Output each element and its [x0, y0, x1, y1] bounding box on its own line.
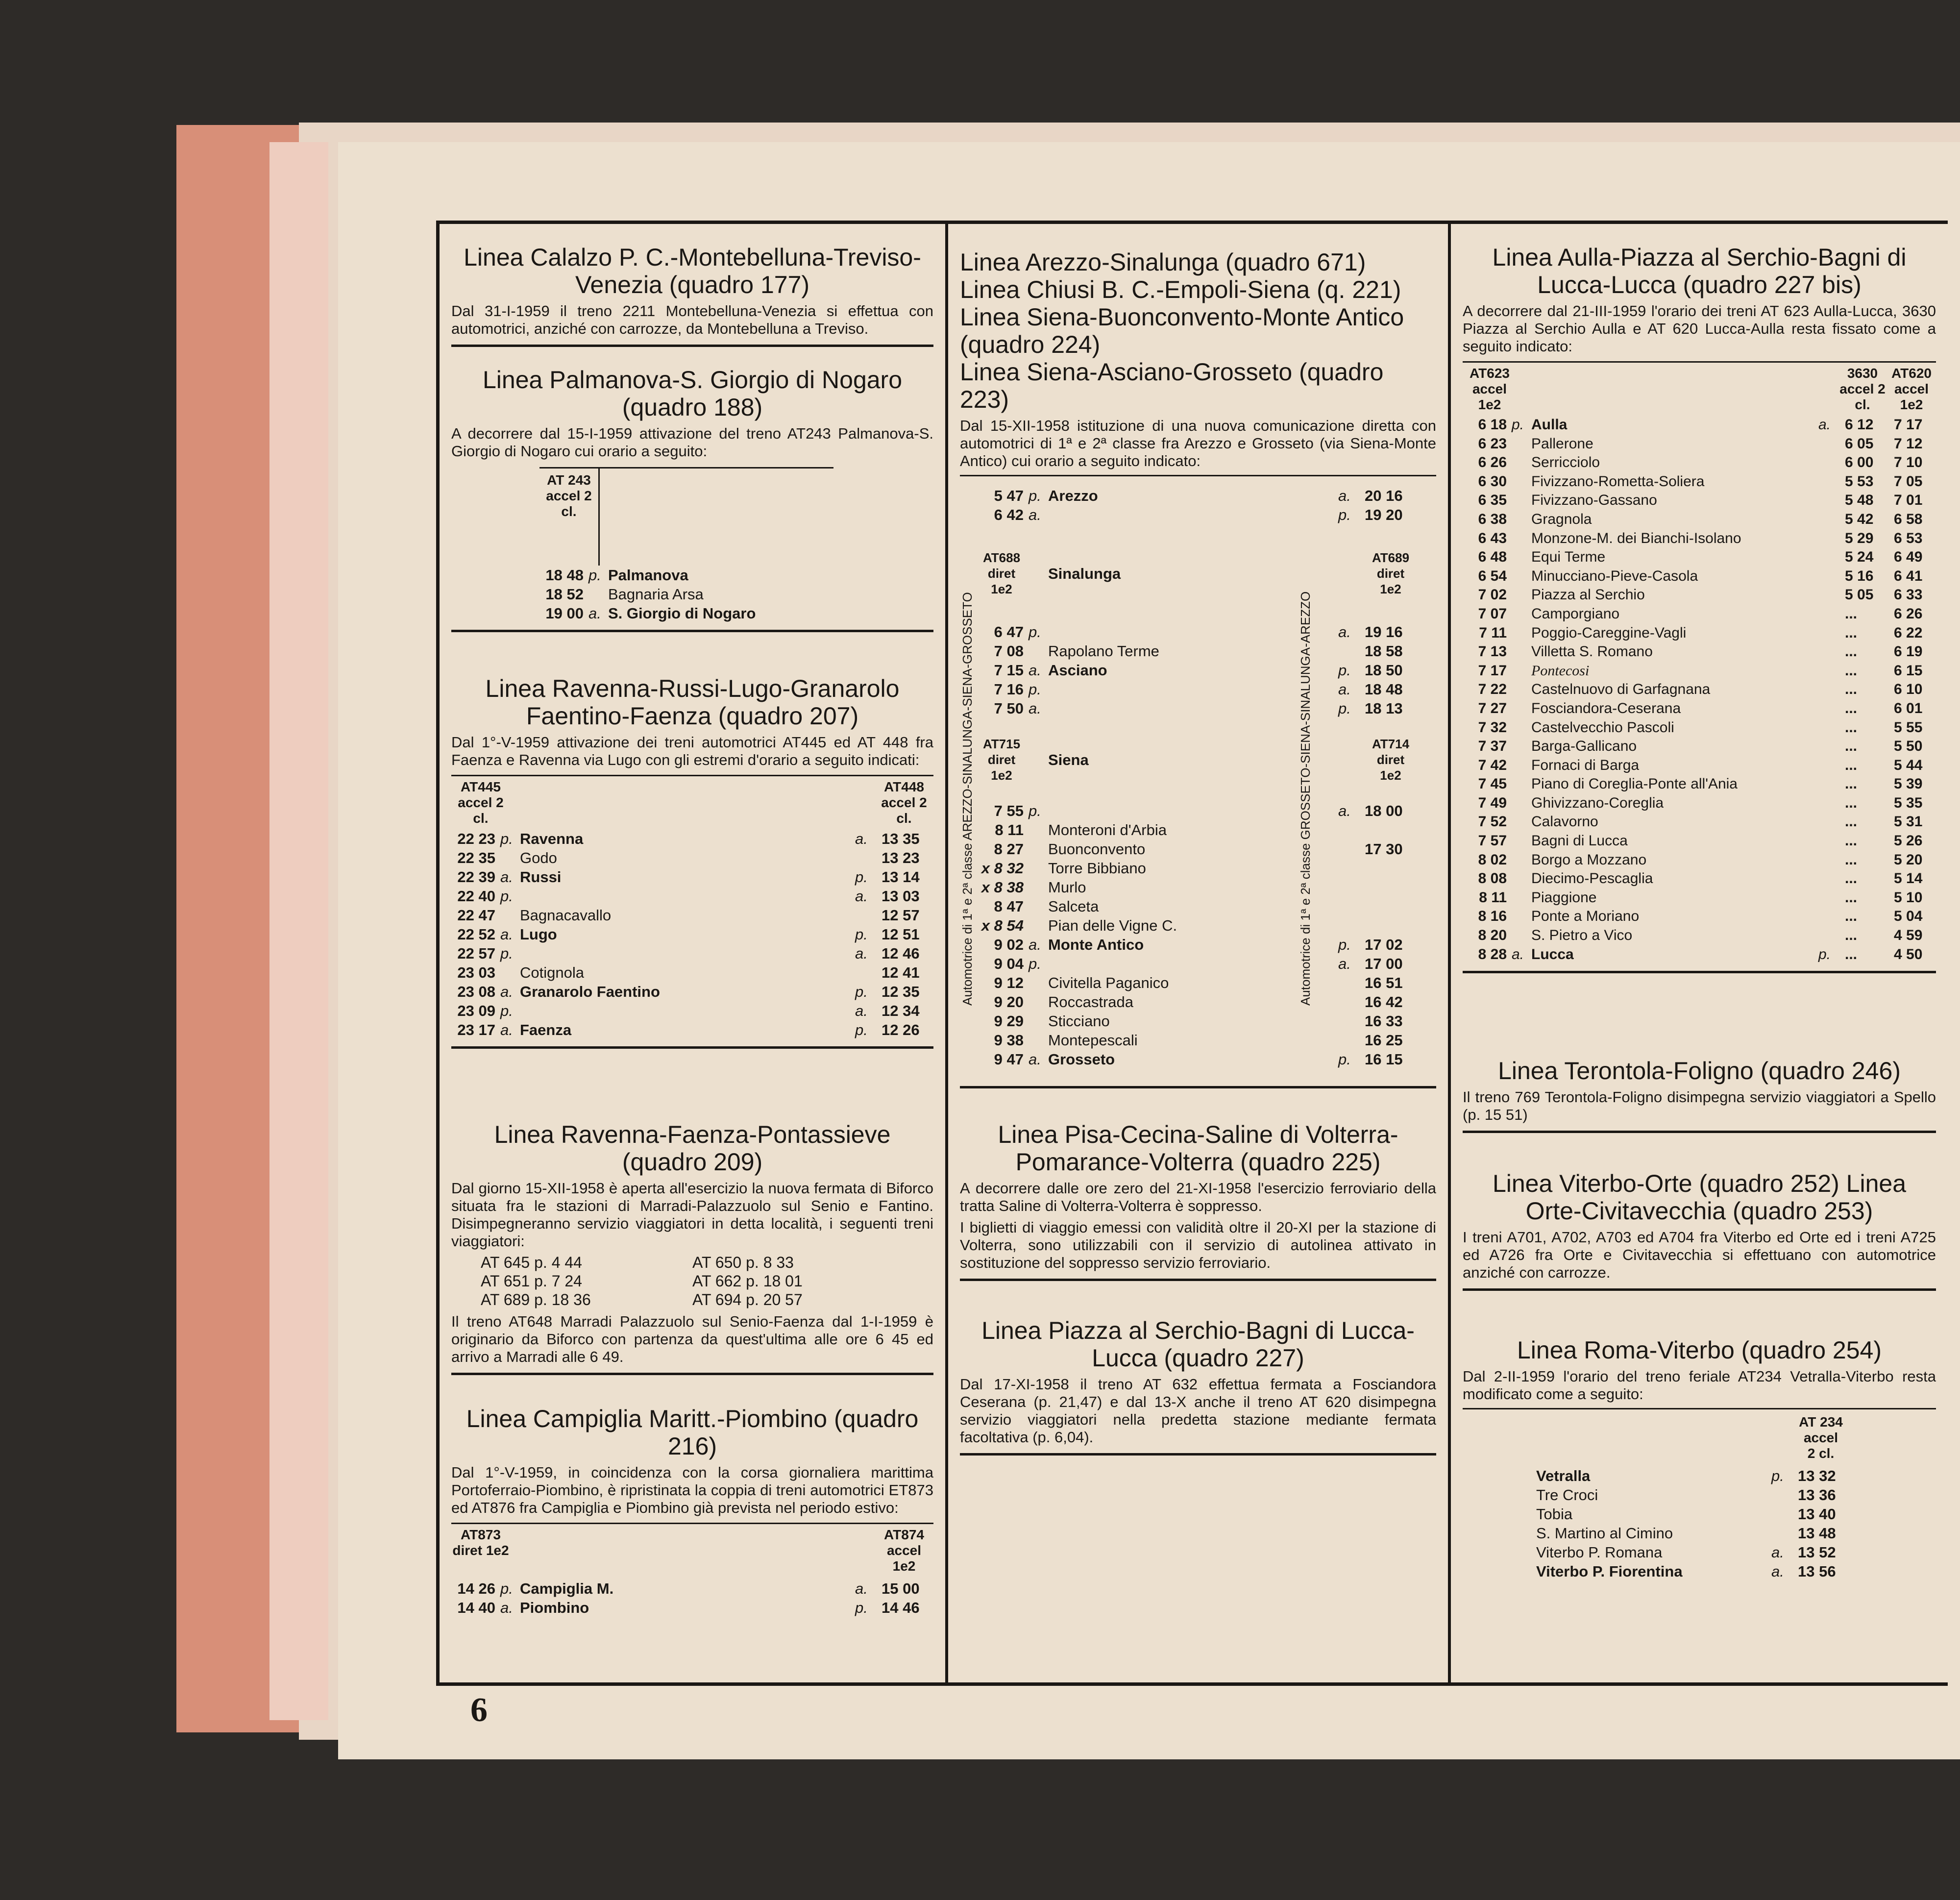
notice-campiglia: [451, 1405, 933, 1617]
notice-title: Linea Ravenna-Faenza-Pontassieve (quadro 209): [494, 1121, 891, 1176]
table-row: 7 42 Fornaci di Barga ... 5 44: [1478, 757, 1923, 773]
table-headers: [1463, 361, 1936, 413]
table-row: x 8 32 Torre Bibbiano: [981, 860, 1146, 877]
table-row: Vetralla p. 13 32: [1536, 1467, 1836, 1484]
divider: [960, 1086, 1436, 1088]
notice-title: Linea Ravenna-Russi-Lugo-Granarolo Faentino-Faenza (quadro 207): [485, 675, 900, 730]
notice-text: Dal 2-II-1959 l'orario del treno feriale AT234 Vetralla-Viterbo resta modificato come a seguito:: [1463, 1368, 1936, 1403]
notice-ravenna-faenza: [451, 1121, 933, 1375]
table-row: 22 35 Godo 13 23: [457, 849, 920, 866]
table-row: 8 02 Borgo a Mozzano ... 5 20: [1478, 851, 1923, 868]
table-row: 7 17 Pontecosi ... 6 15: [1478, 662, 1923, 679]
divider: [960, 1279, 1436, 1281]
table-row: 6 47 p. a. 19 16: [994, 623, 1403, 641]
table-row: 7 16 p. a. 18 48: [994, 681, 1403, 698]
timetable-rows: [451, 829, 933, 1039]
notice-viterbo-orte: [1463, 1170, 1936, 1291]
table-row: AT715 diret 1e2 Siena AT714 diret 1e2: [982, 737, 1410, 783]
timetable-rows: [1463, 416, 1936, 964]
divider: [1463, 1288, 1936, 1291]
train-list: AT 645 p. 4 44 AT 650 p. 8 33 AT 651 p. 7 24 AT 662 p. 18 01 AT 689 p. 18 36 AT 694 p. 20 57: [481, 1254, 803, 1308]
notice-title: Linea Pisa-Cecina-Saline di Volterra-Pomarance-Volterra (quadro 225): [998, 1121, 1398, 1176]
table-row: Tobia 13 40: [1536, 1505, 1836, 1523]
notice-roma-viterbo: [1463, 1336, 1936, 1581]
table-row: Viterbo P. Romana a. 13 52: [1536, 1544, 1836, 1561]
table-row: 7 49 Ghivizzano-Coreglia ... 5 35: [1478, 794, 1923, 811]
table-row: 18 52 Bagnaria Arsa: [545, 586, 704, 603]
timetable-rows: [539, 566, 933, 623]
table-row: 23 08 a. Granarolo Faentino p. 12 35: [457, 983, 920, 1000]
vertical-label: Automotrice di 1ª e 2ª classe AREZZO-SINALUNGA-SIENA-GROSSETO: [960, 592, 975, 1006]
notice-text: Dal 15-XII-1958 istituzione di una nuova comunicazione diretta con automotrici di 1ª e 2ª classe fra Arezzo e Grosseto (via Siena-Monte Antico) cui orario a seguito indicato:: [960, 417, 1436, 469]
notice-aulla-lucca: [1463, 244, 1936, 973]
train-header: AT620 accel 1e2: [1891, 366, 1932, 412]
table-headers: [451, 1523, 933, 1574]
divider: [960, 1453, 1436, 1456]
notice-text: A decorrere dal 21-III-1959 l'orario dei treni AT 623 Aulla-Lucca, 3630 Piazza al Serchio Aulla e AT 620 Lucca-Aulla resta fissato come a seguito indicato:: [1463, 302, 1936, 355]
table-row: 8 11 Monteroni d'Arbia: [995, 821, 1167, 839]
divider: [451, 1046, 933, 1049]
notice-text: Il treno 769 Terontola-Foligno disimpegna servizio viaggiatori a Spello (p. 15 51): [1463, 1088, 1936, 1123]
table-row: 7 55 p. a. 18 00: [994, 802, 1403, 819]
notice-ravenna-lugo: [451, 675, 933, 1049]
notice-text: Dal 17-XI-1958 il treno AT 632 effettua fermata a Fosciandora Ceserana (p. 21,47) e dal 13-X anche il treno AT 620 disimpegna servizio viaggiatori nella predetta stazione mediante fermata facoltativa (p. 6,04).: [960, 1376, 1436, 1446]
table-row: 6 23 Pallerone 6 05 7 12: [1478, 435, 1923, 452]
divider: [451, 1373, 933, 1375]
table-row: 6 54 Minucciano-Pieve-Casola 5 16 6 41: [1478, 568, 1923, 584]
notice-text: I treni A701, A702, A703 ed A704 fra Viterbo ed Orte ed i treni A725 ed A726 fra Orte e Civitavecchia si effettuano con automotrice anziché con carrozze.: [1463, 1229, 1936, 1281]
table-row: 22 57 p. a. 12 46: [457, 945, 920, 962]
table-row: 8 11 Piaggione ... 5 10: [1479, 889, 1923, 906]
table-row: x 8 38 Murlo: [981, 879, 1086, 896]
table-row: x 8 54 Pian delle Vigne C.: [981, 917, 1177, 934]
table-row: 7 27 Fosciandora-Ceserana ... 6 01: [1478, 700, 1923, 716]
divider: [1463, 971, 1936, 973]
table-row: 8 20 S. Pietro a Vico ... 4 59: [1478, 927, 1923, 944]
table-row: 23 03 Cotignola 12 41: [457, 964, 920, 981]
table-row: 7 02 Piazza al Serchio 5 05 6 33: [1478, 587, 1923, 603]
notice-title: Linea Roma-Viterbo (quadro 254): [1517, 1336, 1882, 1364]
notice-arezzo-grosseto: [960, 248, 1436, 1088]
notice-text: A decorrere dal 15-I-1959 attivazione del treno AT243 Palmanova-S. Giorgio di Nogaro cui orario a seguito:: [451, 425, 933, 460]
train-header: AT448 accel 2 cl.: [881, 779, 927, 826]
timetable-rows: [1536, 1466, 1850, 1581]
table-row: 7 15 a. Asciano p. 18 50: [994, 662, 1403, 679]
train-header: AT 243 accel 2 cl.: [539, 469, 600, 566]
table-row: 9 02 a. Monte Antico p. 17 02: [994, 936, 1403, 953]
table-row: Tre Croci 13 36: [1536, 1486, 1836, 1504]
divider: [451, 630, 933, 632]
table-row: 19 00 a. S. Giorgio di Nogaro: [545, 605, 756, 622]
table-row: 7 22 Castelnuovo di Garfagnana ... 6 10: [1478, 681, 1923, 698]
table-row: S. Martino al Cimino 13 48: [1536, 1525, 1836, 1542]
table-row: 22 23 p. Ravenna a. 13 35: [457, 830, 920, 847]
table-row: 6 42 a. p. 19 20: [994, 506, 1403, 523]
table-headers: [1463, 1408, 1936, 1461]
table-row: 8 47 Salceta: [994, 898, 1099, 915]
table-row: 6 35 Fivizzano-Gassano 5 48 7 01: [1478, 492, 1923, 509]
train-header: AT623 accel 1e2: [1470, 366, 1510, 412]
column-1: [440, 224, 948, 1683]
table-row: 7 07 Camporgiano ... 6 26: [1478, 605, 1923, 622]
table-row: 6 30 Fivizzano-Rometta-Soliera 5 53 7 05: [1478, 473, 1923, 490]
timetable: [960, 475, 1436, 1079]
table-row: 22 47 Bagnacavallo 12 57: [457, 907, 920, 924]
notice-title: Linea Chiusi B. C.-Empoli-Siena (q. 221): [960, 276, 1401, 303]
column-3: [1451, 224, 1948, 1683]
table-row: 6 43 Monzone-M. dei Bianchi-Isolano 5 29 6 53: [1478, 530, 1923, 546]
table-row: 23 17 a. Faenza p. 12 26: [457, 1021, 920, 1038]
notice-title: Linea Aulla-Piazza al Serchio-Bagni di Lucca-Lucca (quadro 227 bis): [1492, 244, 1907, 298]
table-row: 8 27 Buonconvento 17 30: [994, 840, 1403, 858]
table-row: 5 47 p. Arezzo a. 20 16: [994, 487, 1403, 504]
table-row: 9 12 Civitella Paganico 16 51: [994, 974, 1403, 991]
notice-title: Linea Terontola-Foligno (quadro 246): [1498, 1057, 1901, 1085]
train-header: AT 234 accel 2 cl.: [1799, 1414, 1843, 1461]
vertical-label: Automotrice di 1ª e 2ª classe GROSSETO-SIENA-SINALUNGA-AREZZO: [1298, 591, 1313, 1006]
table-headers: [451, 775, 933, 826]
table-row: 14 40 a. Piombino p. 14 46: [457, 1599, 920, 1616]
table-row: 22 39 a. Russi p. 13 14: [457, 868, 920, 886]
timetable-rows: [451, 1579, 933, 1617]
notice-palmanova: [451, 366, 933, 632]
train-header: AT873 diret 1e2: [452, 1527, 509, 1558]
table-row: 8 08 Diecimo-Pescaglia ... 5 14: [1478, 870, 1923, 887]
table-row: 7 52 Calavorno ... 5 31: [1478, 814, 1923, 830]
train-header: 3630 accel 2 cl.: [1839, 366, 1886, 412]
table-row: 6 26 Serricciolo 6 00 7 10: [1478, 454, 1923, 471]
notice-text: Dal 1°-V-1959, in coincidenza con la corsa giornaliera marittima Portoferraio-Piombino, è ripristinata la coppia di treni automotrici ET873 ed AT876 fra Campiglia e Piombino già prevista nel periodo estivo:: [451, 1464, 933, 1516]
table-row: 9 29 Sticciano 16 33: [994, 1012, 1403, 1030]
timetable-rows: [980, 486, 1417, 1069]
table-row: Viterbo P. Fiorentina a. 13 56: [1536, 1563, 1836, 1580]
notice-piazza-lucca: [960, 1317, 1436, 1456]
notice-text: Il treno AT648 Marradi Palazzuolo sul Senio-Faenza dal 1-I-1959 è originario da Biforco con partenza da quest'ultima alle ore 6 45 ed arrivo a Marradi alle 6 49.: [451, 1313, 933, 1365]
table-row: 8 16 Ponte a Moriano ... 5 04: [1478, 908, 1923, 925]
page-edge-strip: [270, 142, 328, 1720]
table-row: 6 48 Equi Terme 5 24 6 49: [1478, 549, 1923, 566]
notice-title: Linea Piazza al Serchio-Bagni di Lucca-Lucca (quadro 227): [981, 1317, 1415, 1372]
table-row: 7 50 a. p. 18 13: [994, 700, 1403, 717]
table-row: 9 47 a. Grosseto p. 16 15: [994, 1051, 1403, 1068]
notice-text: A decorrere dalle ore zero del 21-XI-1958 l'esercizio ferroviario della tratta Saline di Volterra-Volterra è soppresso.: [960, 1180, 1436, 1214]
table-row: 7 11 Poggio-Careggine-Vagli ... 6 22: [1479, 624, 1923, 641]
notice-title: Linea Siena-Buonconvento-Monte Antico (quadro 224): [960, 303, 1404, 358]
table-row: 7 13 Villetta S. Romano ... 6 19: [1478, 643, 1923, 660]
table-row: 7 57 Bagni di Lucca ... 5 26: [1478, 833, 1923, 849]
timetable: [539, 469, 933, 566]
notice-text: Dal 31-I-1959 il treno 2211 Montebelluna-Venezia si effettua con automotrici, anziché con carrozze, da Montebelluna a Treviso.: [451, 302, 933, 337]
notice-text: Dal giorno 15-XII-1958 è aperta all'esercizio la nuova fermata di Biforco situata fra le stazioni di Marradi-Palazzuolo sul Senio e Fantino. Disimpegneranno servizio viaggiatori in detta località, i seguenti treni viaggiatori:: [451, 1180, 933, 1250]
notice-title: Linea Campiglia Maritt.-Piombino (quadro 216): [466, 1405, 919, 1460]
table-row: 7 37 Barga-Gallicano ... 5 50: [1478, 738, 1923, 755]
table-row: 9 20 Roccastrada 16 42: [994, 993, 1403, 1011]
table-row: 9 04 p. a. 17 00: [994, 955, 1403, 972]
table-row: 22 52 a. Lugo p. 12 51: [457, 926, 920, 943]
table-row: 7 32 Castelvecchio Pascoli ... 5 55: [1478, 719, 1923, 736]
table-row: 8 28 a. Lucca p. ... 4 50: [1478, 946, 1923, 962]
notice-title: Linea Siena-Asciano-Grosseto (quadro 223): [960, 358, 1384, 413]
divider: [1463, 1131, 1936, 1133]
train-header: AT445 accel 2 cl.: [458, 779, 504, 826]
table-row: 6 38 Gragnola 5 42 6 58: [1478, 511, 1923, 527]
page-number: 6: [470, 1691, 488, 1729]
table-row: 7 45 Piano di Coreglia-Ponte all'Ania ... 5 39: [1478, 776, 1923, 792]
table-row: AT688 diret 1e2 Sinalunga AT689 diret 1e2: [982, 550, 1410, 596]
table-row: 6 18 p. Aulla a. 6 12 7 17: [1478, 417, 1923, 433]
notice-title: Linea Arezzo-Sinalunga (quadro 671): [960, 248, 1366, 276]
notice-title: Linea Palmanova-S. Giorgio di Nogaro (quadro 188): [482, 366, 903, 421]
train-header: AT874 accel 1e2: [884, 1527, 924, 1574]
notice-terontola: [1463, 1057, 1936, 1133]
column-2: [948, 224, 1451, 1683]
table-row: 18 48 p. Palmanova: [545, 567, 688, 584]
divider: [451, 345, 933, 347]
notice-title: Linea Viterbo-Orte (quadro 252) Linea Orte-Civitavecchia (quadro 253): [1492, 1170, 1907, 1225]
notice-pisa-volterra: [960, 1121, 1436, 1281]
table-row: 22 40 p. a. 13 03: [457, 888, 920, 905]
notice-title: Linea Calalzo P. C.-Montebelluna-Treviso-Venezia (quadro 177): [464, 244, 921, 298]
table-row: 9 38 Montepescali 16 25: [994, 1032, 1403, 1049]
notice-calalzo: [451, 244, 933, 347]
table-row: 7 08 Rapolano Terme 18 58: [994, 642, 1403, 660]
notice-text: Dal 1°-V-1959 attivazione dei treni automotrici AT445 ed AT 448 fra Faenza e Ravenna via Lugo con gli estremi d'orario a seguito indicati:: [451, 734, 933, 768]
table-row: 14 26 p. Campiglia M. a. 15 00: [457, 1580, 920, 1597]
table-row: 23 09 p. a. 12 34: [457, 1002, 920, 1019]
notice-text: I biglietti di viaggio emessi con validità oltre il 20-XI per la stazione di Volterra, sono utilizzabili con il servizio di autolinea attivato in sostituzione del soppresso servizio ferroviario.: [960, 1219, 1436, 1271]
